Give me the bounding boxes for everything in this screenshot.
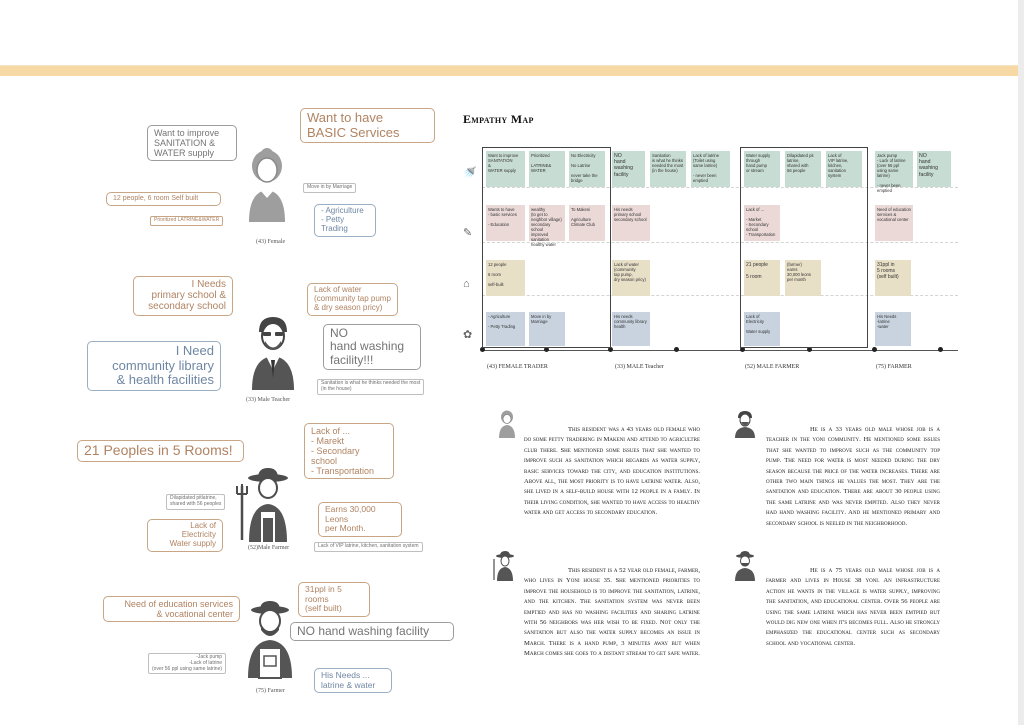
speech-bubble: Want to improve SANITATION & WATER supply [147, 125, 237, 161]
sticky-note[interactable]: Dilapidated pit latrine, shared with 56 people [785, 151, 821, 187]
info-tag: -Jack pump -Lack of latrine (over 56 ppl using same latrine) [148, 653, 226, 674]
sticky-note[interactable]: Lack of latrine (Toilet using same latrine) - never been emptied [691, 151, 730, 187]
speech-bubble: Earns 30,000 Leons per Month. [318, 502, 402, 537]
teacher-icon [248, 314, 298, 392]
sticky-note[interactable]: 12 people 6 room self-built [486, 260, 525, 296]
speech-bubble: Lack of water (community tap pump & dry season pricy) [307, 283, 398, 316]
persona-label: (43) Female [256, 239, 286, 245]
speech-bubble: Lack of ... - Marekt - Secondary school - Transportation [304, 423, 394, 479]
speech-bubble: I Need community library & health facilities [87, 341, 221, 391]
sticky-note[interactable]: No Electricity No Latrine never take the bridge [569, 151, 605, 187]
sticky-note[interactable]: Lack of Electricity Water supply [744, 312, 780, 346]
top-bar [0, 0, 1024, 66]
timeline-axis [482, 350, 958, 351]
sticky-note[interactable]: 31ppl in 5 rooms (self built) [875, 260, 911, 296]
sticky-note[interactable]: Lack of ... - Market - Secondary school - Transportation [744, 205, 780, 241]
narrative-male-farmer: This resident is a 52 year old female, farmer, who lives in Yoni house 35. She mentioned priorities to improve the household is to improve the sanitation, latrine, and the kitchen. The sanitation system was never been emptied and has no washing facilities and sharing latrine with 56 neighbors was her wish to be fixed. Not only the sanitation but also the water supply becomes an issue in March. There is a hand pump, 3 minutes away but when March comes she goes to a distant stream to get safe water. [524, 567, 700, 658]
sticky-note[interactable]: His needs community library health [612, 312, 650, 346]
timeline-point [938, 347, 943, 352]
axis-label-teacher: (33) MALE Teacher [615, 364, 664, 370]
community-icon: ✿ [463, 329, 473, 341]
speech-bubble: Want to have BASIC Services [300, 108, 435, 143]
page-title: Empathy Map [463, 112, 534, 126]
sticky-note[interactable]: His needs primary school secondary school [612, 205, 650, 241]
timeline-point [674, 347, 679, 352]
sticky-note[interactable]: 21 people 5 room [744, 260, 780, 296]
speech-bubble: NO hand washing facility [290, 622, 454, 641]
narrative-male-teacher: He is a 33 years old male whose job is a teacher in the yoni community. He mentioned some issues that she wanted to improve such as the community top pump. The need for water is most needed during the dry season because the price of the water increases. There are other two main things he values the most. They are the sanitation and education. There are about 30 people using the same latrine and was never empited. Also they never had hand washing facility. And he mentioned primary and secondary school is neeled in the neighborhood. [766, 426, 940, 527]
sticky-note[interactable]: Wants to have - basic services - Education [486, 205, 525, 241]
speech-bubble: NO hand washing facility!!! [323, 324, 421, 370]
persona-label: (33) Male Teacher [246, 397, 291, 403]
sticky-note[interactable]: Lack of water (community tap pump, dry season pricy) [612, 260, 650, 296]
farmer-icon [234, 466, 296, 544]
education-icon: ✎ [463, 227, 473, 239]
speech-bubble: I Needs primary school & secondary school [133, 276, 233, 316]
sticky-note[interactable]: Need of education services & vocational center [875, 205, 913, 241]
accent-stripe [0, 66, 1024, 76]
info-tag: Prioritized LATRINE&WATER [150, 216, 223, 226]
scroll-edge[interactable] [1018, 0, 1024, 725]
teacher-icon [734, 410, 756, 443]
speech-bubble: - Agriculture - Petty Trading [314, 204, 376, 237]
sticky-note[interactable]: Jack pump - Lack of latrine (over 56 ppl using same latrine) - never been emptied [875, 151, 913, 187]
axis-label-trader: (43) FEMALE TRADER [487, 364, 548, 370]
speech-bubble: Need of education services & vocational center [103, 596, 240, 622]
sticky-note[interactable]: Sanitation is what he thinks needed the most (in the house) [650, 151, 686, 187]
sticky-note[interactable]: Want to improve SANITATION & WATER supply [486, 151, 525, 187]
narrative-farmer: He is a 75 years old male whose job is a farmer and lives in House 38 yoni. An infrastructure action he wants in the village is water supply, improving the sanitation, and educational center. Over 56 people are using the same latrine which has never been emtpied but would dig new one when it's becomes full. Also he strongly emphasized the educational center such as secondary school and vocational center. [766, 567, 940, 647]
sticky-note[interactable]: Water supply through hand pump or stream [744, 151, 780, 187]
sticky-note[interactable]: To Makeni Agriculture Climate Club [569, 205, 605, 241]
persona-label: (52)Male Farmer [248, 545, 290, 551]
woman-icon [244, 146, 290, 224]
info-tag: Move in by Marriage [303, 183, 356, 193]
sticky-note[interactable]: NO hand washing facility [917, 151, 951, 187]
info-tag: Dilapidated pitlatrine, shared with 56 peoples [166, 494, 225, 510]
farmer-icon [492, 551, 516, 586]
speech-bubble: His Needs ... latrine & water [314, 668, 392, 693]
sticky-note[interactable]: (farmer) earns 30,000 leons per month [785, 260, 821, 296]
speech-bubble: Lack of Electricity Water supply [147, 519, 223, 552]
sticky-note[interactable]: Lack of VIP latrine, kitchen, sanitation system [826, 151, 862, 187]
speech-bubble: 12 people, 6 room Self built [106, 192, 221, 206]
speech-bubble: 31ppl in 5 rooms (self built) [298, 582, 370, 617]
timeline-point [872, 347, 877, 352]
axis-label-farmer: (75) FARMER [876, 364, 912, 370]
info-tag: Sanitation is what he thinks needed the most (in the house) [317, 379, 424, 395]
speech-bubble: 21 Peoples in 5 Rooms! [77, 440, 244, 462]
sticky-note[interactable]: wealthy (to get to neighbor village) secondary school improved sanitation healthy water [529, 205, 565, 241]
sticky-note[interactable]: - Agriculture - Petty Trading [486, 312, 525, 346]
persona-label: (75) Farmer [256, 688, 285, 694]
sticky-note[interactable]: Prioritized LATRINE& WATER [529, 151, 565, 187]
sticky-note[interactable]: Move in by Marriage [529, 312, 565, 346]
sticky-note[interactable]: His Needs -latrine -water [875, 312, 911, 346]
health-icon: 🚿 [463, 167, 477, 179]
elder-farmer-icon [734, 551, 756, 586]
sticky-note[interactable]: NO hand washing facility [612, 151, 645, 187]
elder-farmer-icon [244, 600, 296, 680]
axis-label-male-farmer: (52) MALE FARMER [745, 364, 800, 370]
info-tag: Lack of VIP latrine, kitchen, sanitation system [314, 542, 423, 552]
house-icon: ⌂ [463, 278, 470, 290]
woman-icon [498, 410, 516, 443]
narrative-female-trader: This resident was a 43 years old female who do some petty tradering in Makeni and attend to agricultre club there. She mentioned some issues that she wanted to improve such as sanitation which regards as water supply, basic services toward the city, and education institutions. Above all, the most priority is to have latrine water. Also, she lived in a self-build house with 12 people in a famly. In their living condition, she wanted to have access to healthy water and get access to secondary education. [524, 426, 700, 517]
